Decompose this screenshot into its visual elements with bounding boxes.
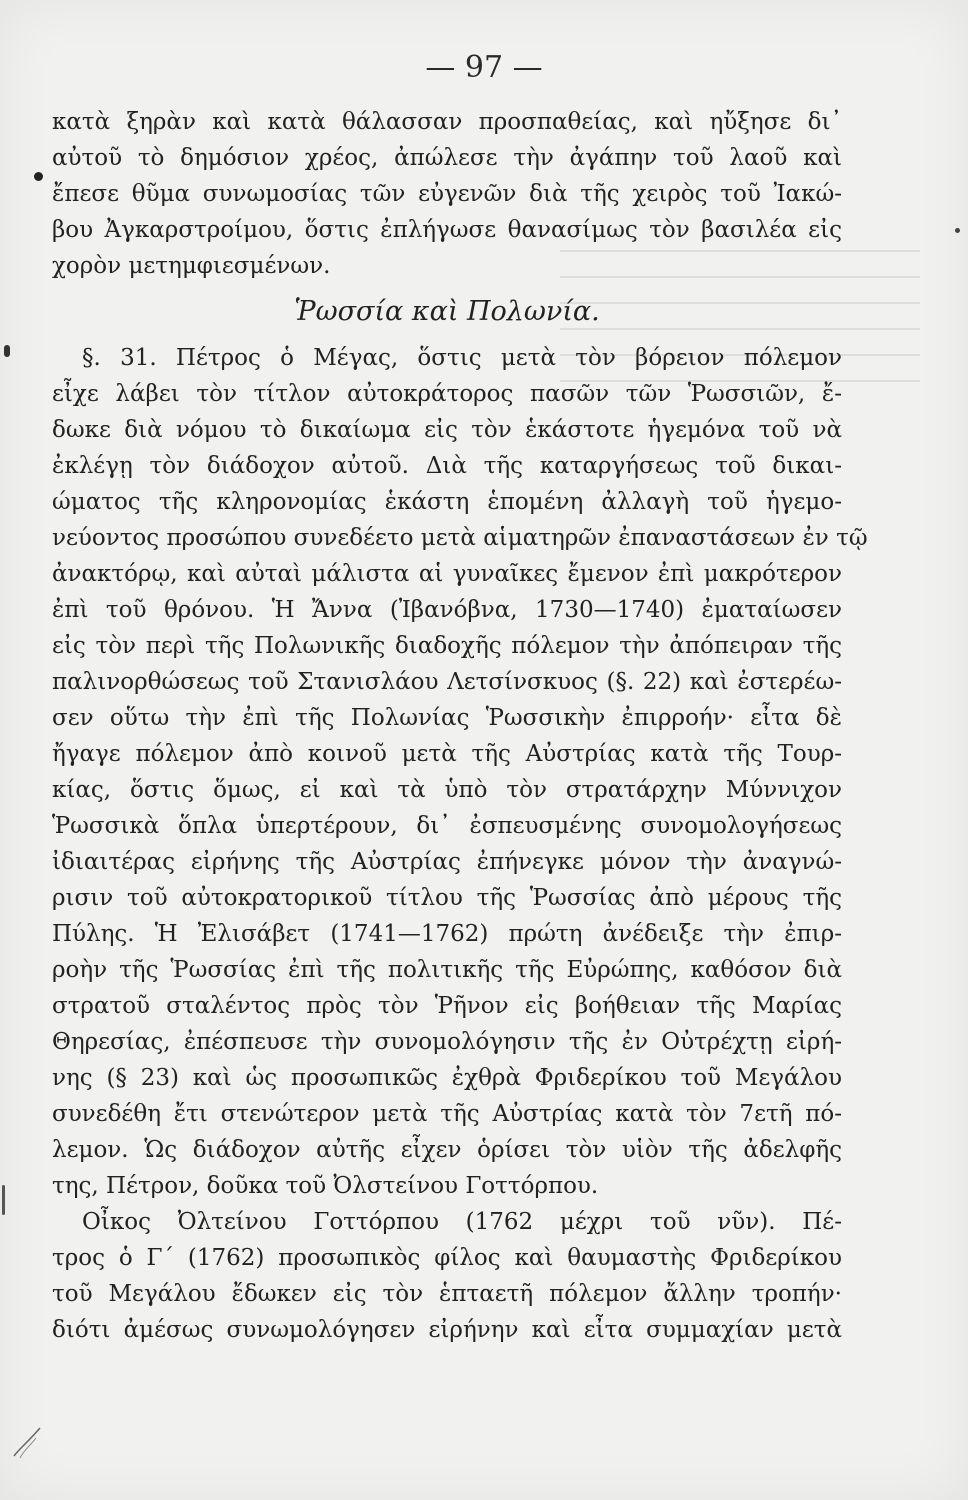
text-line: νης (§ 23) καὶ ὡς προσωπικῶς ἐχθρὰ Φριδερίκου τοῦ Μεγάλου <box>52 1065 842 1091</box>
text-line: ἔπεσε θῦμα συνωμοσίας τῶν εὐγενῶν διὰ τῆς χειρὸς τοῦ Ἰακώ- <box>52 181 842 207</box>
paragraph-section-31 <box>52 340 868 1204</box>
text-line: ἐπὶ τοῦ θρόνου. Ἡ Ἄννα (Ἰβανόβνα, 1730—1740) ἐματαίωσεν <box>52 597 842 623</box>
text-line: ώματος τῆς κληρονομίας ἑκάστη ἑπομένη ἀλλαγὴ τοῦ ἡγεμο- <box>52 489 842 515</box>
text-line: Ῥωσσικὰ ὅπλα ὑπερτέρουν, δι᾽ ἐσπευσμένης συνομολογήσεως <box>52 813 842 839</box>
text-line: της, Πέτρον, δοῦκα τοῦ Ὀλστείνου Γοττόρπου. <box>52 1173 599 1199</box>
page-number: — 97 — <box>425 50 543 85</box>
text-line: τοῦ Μεγάλου ἔδωκεν εἰς τὸν ἑπταετῆ πόλεμον ἄλλην τροπήν· <box>52 1281 842 1307</box>
section-heading: Ῥωσσία καὶ Πολωνία. <box>294 296 600 327</box>
text-line: αὐτοῦ τὸ δημόσιον χρέος, ἀπώλεσε τὴν ἀγάπην τοῦ λαοῦ καὶ <box>52 145 842 171</box>
text-line: ροὴν τῆς Ῥωσσίας ἐπὶ τῆς πολιτικῆς τῆς Εὐρώπης, καθόσον διὰ <box>52 957 842 983</box>
text-line: εἶχε λάβει τὸν τίτλον αὐτοκράτορος πασῶν τῶν Ῥωσσιῶν, ἔ- <box>52 381 842 407</box>
body-text <box>52 104 868 1348</box>
text-line: Πύλης. Ἡ Ἐλισάβετ (1741—1762) πρώτη ἀνέδειξε τὴν ἐπιρ- <box>52 921 842 947</box>
text-line: ἰδιαιτέρας εἰρήνης τῆς Αὐστρίας ἐπήνεγκε μόνον τὴν ἀναγνώ- <box>52 849 842 875</box>
text-line: ἐκλέγῃ τὸν διάδοχον αὐτοῦ. Διὰ τῆς καταργήσεως τοῦ δικαι- <box>52 453 842 479</box>
text-line: στρατοῦ σταλέντος πρὸς τὸν Ῥῆνον εἰς βοήθειαν τῆς Μαρίας <box>52 993 842 1019</box>
text-line: ρισιν τοῦ αὐτοκρατορικοῦ τίτλου τῆς Ῥωσσίας ἀπὸ μέρους τῆς <box>52 885 842 911</box>
text-line: παλινορθώσεως τοῦ Στανισλάου Λετσίνσκυος (§. 22) καὶ ἐστερέω- <box>52 669 842 695</box>
text-line: εἰς τὸν περὶ τῆς Πολωνικῆς διαδοχῆς πόλεμον τὴν ἀπόπειραν τῆς <box>52 633 842 659</box>
paragraph-house-of-holstein-gottorp <box>52 1204 842 1348</box>
text-line: Θηρεσίας, ἐπέσπευσε τὴν συνομολόγησιν τῆς ἐν Οὐτρέχτῃ εἰρή- <box>52 1029 842 1055</box>
text-line: διότι ἀμέσως συνωμολόγησεν εἰρήνην καὶ εἶτα συμμαχίαν μετὰ <box>52 1317 842 1343</box>
paragraph-continuation <box>52 104 842 284</box>
text-line: λεμον. Ὡς διάδοχον αὐτῆς εἶχεν ὁρίσει τὸν υἱὸν τῆς ἀδελφῆς <box>52 1137 842 1163</box>
text-line: δωκε διὰ νόμου τὸ δικαίωμα εἰς τὸν ἑκάστοτε ἡγεμόνα τοῦ νὰ <box>52 417 842 443</box>
text-line: τρος ὁ Γ΄ (1762) προσωπικὸς φίλος καὶ θαυμαστὴς Φριδερίκου <box>52 1245 842 1271</box>
text-line: χορὸν μετημφιεσμένων. <box>52 253 331 279</box>
text-line: συνεδέθη ἔτι στενώτερον μετὰ τῆς Αὐστρίας κατὰ τὸν 7ετῆ πό- <box>52 1101 842 1127</box>
pencil-scribble <box>10 1420 50 1460</box>
text-line: §. 31. Πέτρος ὁ Μέγας, ὅστις μετὰ τὸν βόρειον πόλεμον <box>82 345 842 371</box>
text-line: ἀνακτόρῳ, καὶ αὐταὶ μάλιστα αἱ γυναῖκες ἔμενον ἐπὶ μακρότερον <box>52 561 842 587</box>
margin-mark <box>4 345 10 357</box>
text-line: κατὰ ξηρὰν καὶ κατὰ θάλασσαν προσπαθείας, καὶ ηὔξησε δι᾽ <box>52 109 842 135</box>
text-line: Οἶκος Ὀλτείνου Γοττόρπου (1762 μέχρι τοῦ νῦν). Πέ- <box>82 1209 842 1235</box>
text-line: ἤγαγε πόλεμον ἀπὸ κοινοῦ μετὰ τῆς Αὐστρίας κατὰ τῆς Τουρ- <box>52 741 842 767</box>
text-line: σεν οὕτω τὴν ἐπὶ τῆς Πολωνίας Ῥωσσικὴν ἐπιρροήν· εἶτα δὲ <box>52 705 842 731</box>
text-line: βου Ἀγκαρστροίμου, ὅστις ἐπλήγωσε θανασίμως τὸν βασιλέα εἰς <box>52 217 842 243</box>
text-line: νεύοντος προσώπου συνεδέετο μετὰ αἱματηρῶν ἐπαναστάσεων ἐν τῷ <box>52 525 868 551</box>
binding-mark <box>2 1185 5 1215</box>
margin-speck <box>955 228 960 233</box>
text-line: κίας, ὅστις ὅμως, εἰ καὶ τὰ ὑπὸ τὸν στρατάρχην Μύννιχον <box>52 777 842 803</box>
ink-dot <box>34 172 43 181</box>
